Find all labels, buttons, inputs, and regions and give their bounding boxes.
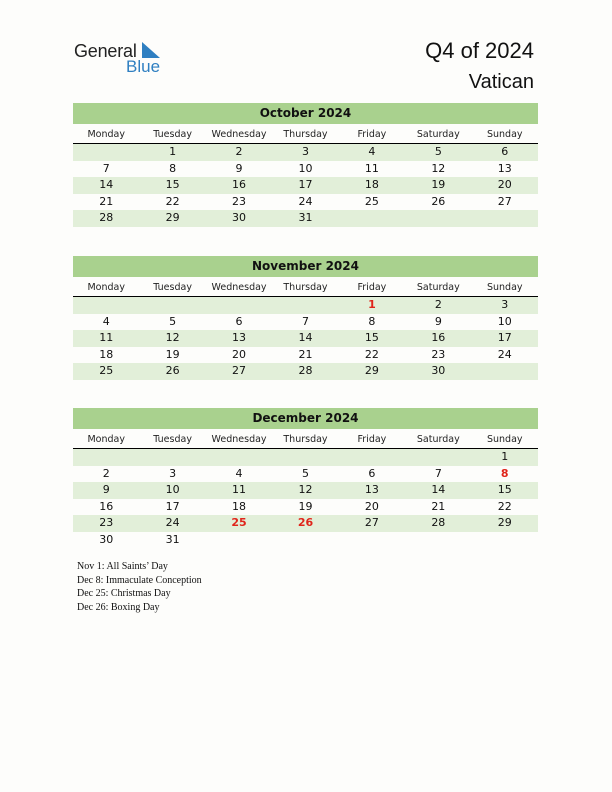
day-cell: 2	[434, 298, 442, 311]
day-cell: 12	[431, 161, 446, 175]
weekday-label: Sunday	[486, 282, 523, 293]
weekday-label: Saturday	[416, 434, 460, 445]
weekday-label: Monday	[87, 129, 125, 140]
day-cell: 11	[364, 161, 379, 175]
day-cell: 22	[497, 499, 512, 513]
day-cell: 21	[431, 499, 446, 513]
day-cell: 17	[165, 499, 180, 513]
week-row	[73, 532, 538, 549]
day-cell	[405, 210, 471, 227]
month-title: December 2024	[73, 408, 538, 429]
day-cell: 22	[364, 347, 379, 361]
weekday-label: Monday	[87, 282, 125, 293]
day-cell: 15	[165, 178, 180, 191]
day-cell: 20	[232, 347, 247, 361]
day-cell: 18	[364, 178, 379, 191]
holiday-note: Dec 8: Immaculate Conception	[77, 574, 202, 586]
day-cell: 27	[232, 364, 247, 377]
page-title: Q4 of 2024	[425, 38, 534, 63]
week-row	[73, 314, 538, 331]
weekday-label: Sunday	[486, 129, 523, 140]
day-cell: 7	[434, 466, 442, 480]
logo-word-general: General	[74, 41, 137, 61]
day-cell	[73, 449, 139, 466]
day-cell: 23	[431, 347, 446, 361]
week-row	[73, 297, 538, 314]
day-cell: 4	[368, 145, 376, 158]
day-cell: 6	[235, 314, 243, 328]
day-cell: 20	[364, 499, 379, 513]
weekday-header-row	[73, 432, 538, 449]
day-cell: 18	[99, 347, 114, 361]
day-cell: 3	[501, 298, 509, 311]
day-cell: 15	[364, 331, 379, 344]
day-cell: 9	[102, 483, 110, 496]
day-cell	[339, 210, 405, 227]
holiday-note: Dec 25: Christmas Day	[77, 588, 171, 599]
day-cell	[339, 532, 405, 549]
day-cell: 24	[165, 516, 180, 529]
day-cell: 12	[298, 483, 313, 496]
day-cell: 24	[298, 194, 313, 208]
day-cell: 7	[102, 161, 110, 175]
weekday-label: Thursday	[283, 282, 328, 293]
week-row	[73, 177, 538, 194]
day-cell: 20	[497, 178, 512, 191]
day-cell: 18	[232, 499, 247, 513]
month-calendar	[73, 103, 538, 227]
weekday-label: Sunday	[486, 434, 523, 445]
day-cell: 27	[364, 516, 379, 529]
day-cell: 4	[235, 466, 243, 480]
holiday-notes	[77, 560, 202, 614]
day-cell: 31	[298, 211, 313, 224]
holiday-note: Nov 1: All Saints’ Day	[77, 561, 168, 572]
day-cell: 8	[500, 466, 509, 480]
day-cell: 14	[99, 178, 114, 191]
day-cell: 4	[102, 314, 110, 328]
day-cell: 16	[99, 499, 114, 513]
day-cell	[472, 210, 538, 227]
weekday-label: Monday	[87, 434, 125, 445]
day-cell: 30	[99, 532, 114, 546]
day-cell: 9	[235, 161, 243, 175]
day-cell: 1	[169, 145, 177, 158]
week-row	[73, 161, 538, 178]
day-cell: 6	[368, 466, 376, 480]
day-cell: 2	[235, 145, 243, 158]
day-cell: 5	[169, 314, 177, 328]
day-cell: 27	[497, 194, 512, 208]
day-cell: 23	[232, 194, 247, 208]
day-cell: 30	[232, 211, 247, 224]
day-cell: 15	[497, 483, 512, 496]
day-cell	[73, 144, 139, 161]
day-cell: 21	[99, 194, 114, 208]
day-cell: 13	[364, 483, 379, 496]
day-cell: 28	[298, 364, 313, 377]
day-cell	[139, 449, 205, 466]
month-calendar	[73, 256, 538, 380]
weekday-header-row	[73, 280, 538, 297]
day-cell: 19	[431, 178, 446, 191]
day-cell: 28	[99, 211, 114, 224]
day-cell	[206, 532, 272, 549]
day-cell: 3	[301, 145, 309, 158]
day-cell: 30	[431, 364, 446, 377]
weekday-label: Tuesday	[153, 434, 192, 445]
weekday-label: Friday	[357, 434, 387, 445]
day-cell: 29	[364, 364, 379, 377]
logo	[74, 40, 174, 80]
weekday-label: Thursday	[283, 129, 328, 140]
day-cell: 14	[298, 331, 313, 344]
day-cell: 13	[497, 161, 512, 175]
day-cell: 14	[431, 483, 446, 496]
week-row	[73, 194, 538, 211]
day-cell	[405, 449, 471, 466]
weekday-label: Tuesday	[153, 282, 192, 293]
day-cell	[139, 297, 205, 314]
day-cell: 28	[431, 516, 446, 529]
day-cell: 26	[165, 364, 180, 377]
day-cell: 21	[298, 347, 313, 361]
day-cell: 31	[165, 532, 180, 546]
weekday-label: Wednesday	[211, 434, 267, 445]
month-title: October 2024	[73, 103, 538, 124]
day-cell: 26	[431, 194, 446, 208]
weekday-label: Saturday	[416, 129, 460, 140]
day-cell: 16	[431, 331, 446, 344]
week-row	[73, 466, 538, 483]
day-cell: 29	[165, 211, 180, 224]
day-cell	[206, 449, 272, 466]
day-cell: 10	[497, 314, 512, 328]
day-cell: 9	[434, 314, 442, 328]
weekday-label: Friday	[357, 129, 387, 140]
day-cell	[272, 532, 338, 549]
day-cell	[472, 363, 538, 380]
weekday-label: Wednesday	[211, 129, 267, 140]
day-cell	[73, 297, 139, 314]
day-cell: 11	[232, 483, 247, 496]
day-cell: 13	[232, 331, 247, 344]
weekday-label: Saturday	[416, 282, 460, 293]
day-cell: 23	[99, 516, 114, 529]
logo-word-blue: Blue	[126, 57, 161, 76]
day-cell: 1	[501, 450, 509, 463]
day-cell: 2	[102, 466, 110, 480]
weekday-label: Thursday	[283, 434, 328, 445]
day-cell: 7	[301, 314, 309, 328]
day-cell: 10	[298, 161, 313, 175]
day-cell: 26	[297, 516, 314, 529]
day-cell: 25	[231, 516, 247, 529]
day-cell: 24	[497, 347, 512, 361]
day-cell: 16	[232, 178, 247, 191]
weekday-header-row	[73, 127, 538, 144]
month-calendar	[73, 408, 538, 548]
weekday-label: Friday	[357, 282, 387, 293]
day-cell	[339, 449, 405, 466]
day-cell: 12	[165, 331, 180, 344]
day-cell	[405, 532, 471, 549]
week-row	[73, 210, 538, 227]
page-subtitle: Vatican	[468, 71, 534, 93]
day-cell: 1	[368, 298, 376, 311]
day-cell: 25	[364, 194, 379, 208]
week-row	[73, 144, 538, 161]
week-row	[73, 363, 538, 380]
day-cell: 22	[165, 194, 180, 208]
week-row	[73, 330, 538, 347]
day-cell: 8	[368, 314, 376, 328]
week-row	[73, 449, 538, 466]
day-cell: 19	[165, 347, 180, 361]
day-cell: 5	[434, 145, 442, 158]
day-cell	[206, 297, 272, 314]
weekday-label: Wednesday	[211, 282, 267, 293]
day-cell: 3	[169, 466, 177, 480]
day-cell: 29	[497, 516, 512, 529]
week-row	[73, 482, 538, 499]
day-cell	[472, 532, 538, 549]
day-cell: 19	[298, 499, 313, 513]
day-cell	[272, 297, 338, 314]
week-row	[73, 499, 538, 516]
day-cell: 10	[165, 483, 180, 496]
day-cell: 5	[301, 466, 309, 480]
week-row	[73, 515, 538, 532]
day-cell: 11	[99, 331, 114, 344]
holiday-note: Dec 26: Boxing Day	[77, 601, 160, 613]
day-cell: 17	[497, 331, 512, 344]
day-cell: 25	[99, 364, 114, 377]
month-title: November 2024	[73, 256, 538, 277]
day-cell: 8	[169, 161, 177, 175]
day-cell: 17	[298, 178, 313, 191]
week-row	[73, 347, 538, 364]
day-cell: 6	[501, 145, 509, 158]
weekday-label: Tuesday	[153, 129, 192, 140]
day-cell	[272, 449, 338, 466]
